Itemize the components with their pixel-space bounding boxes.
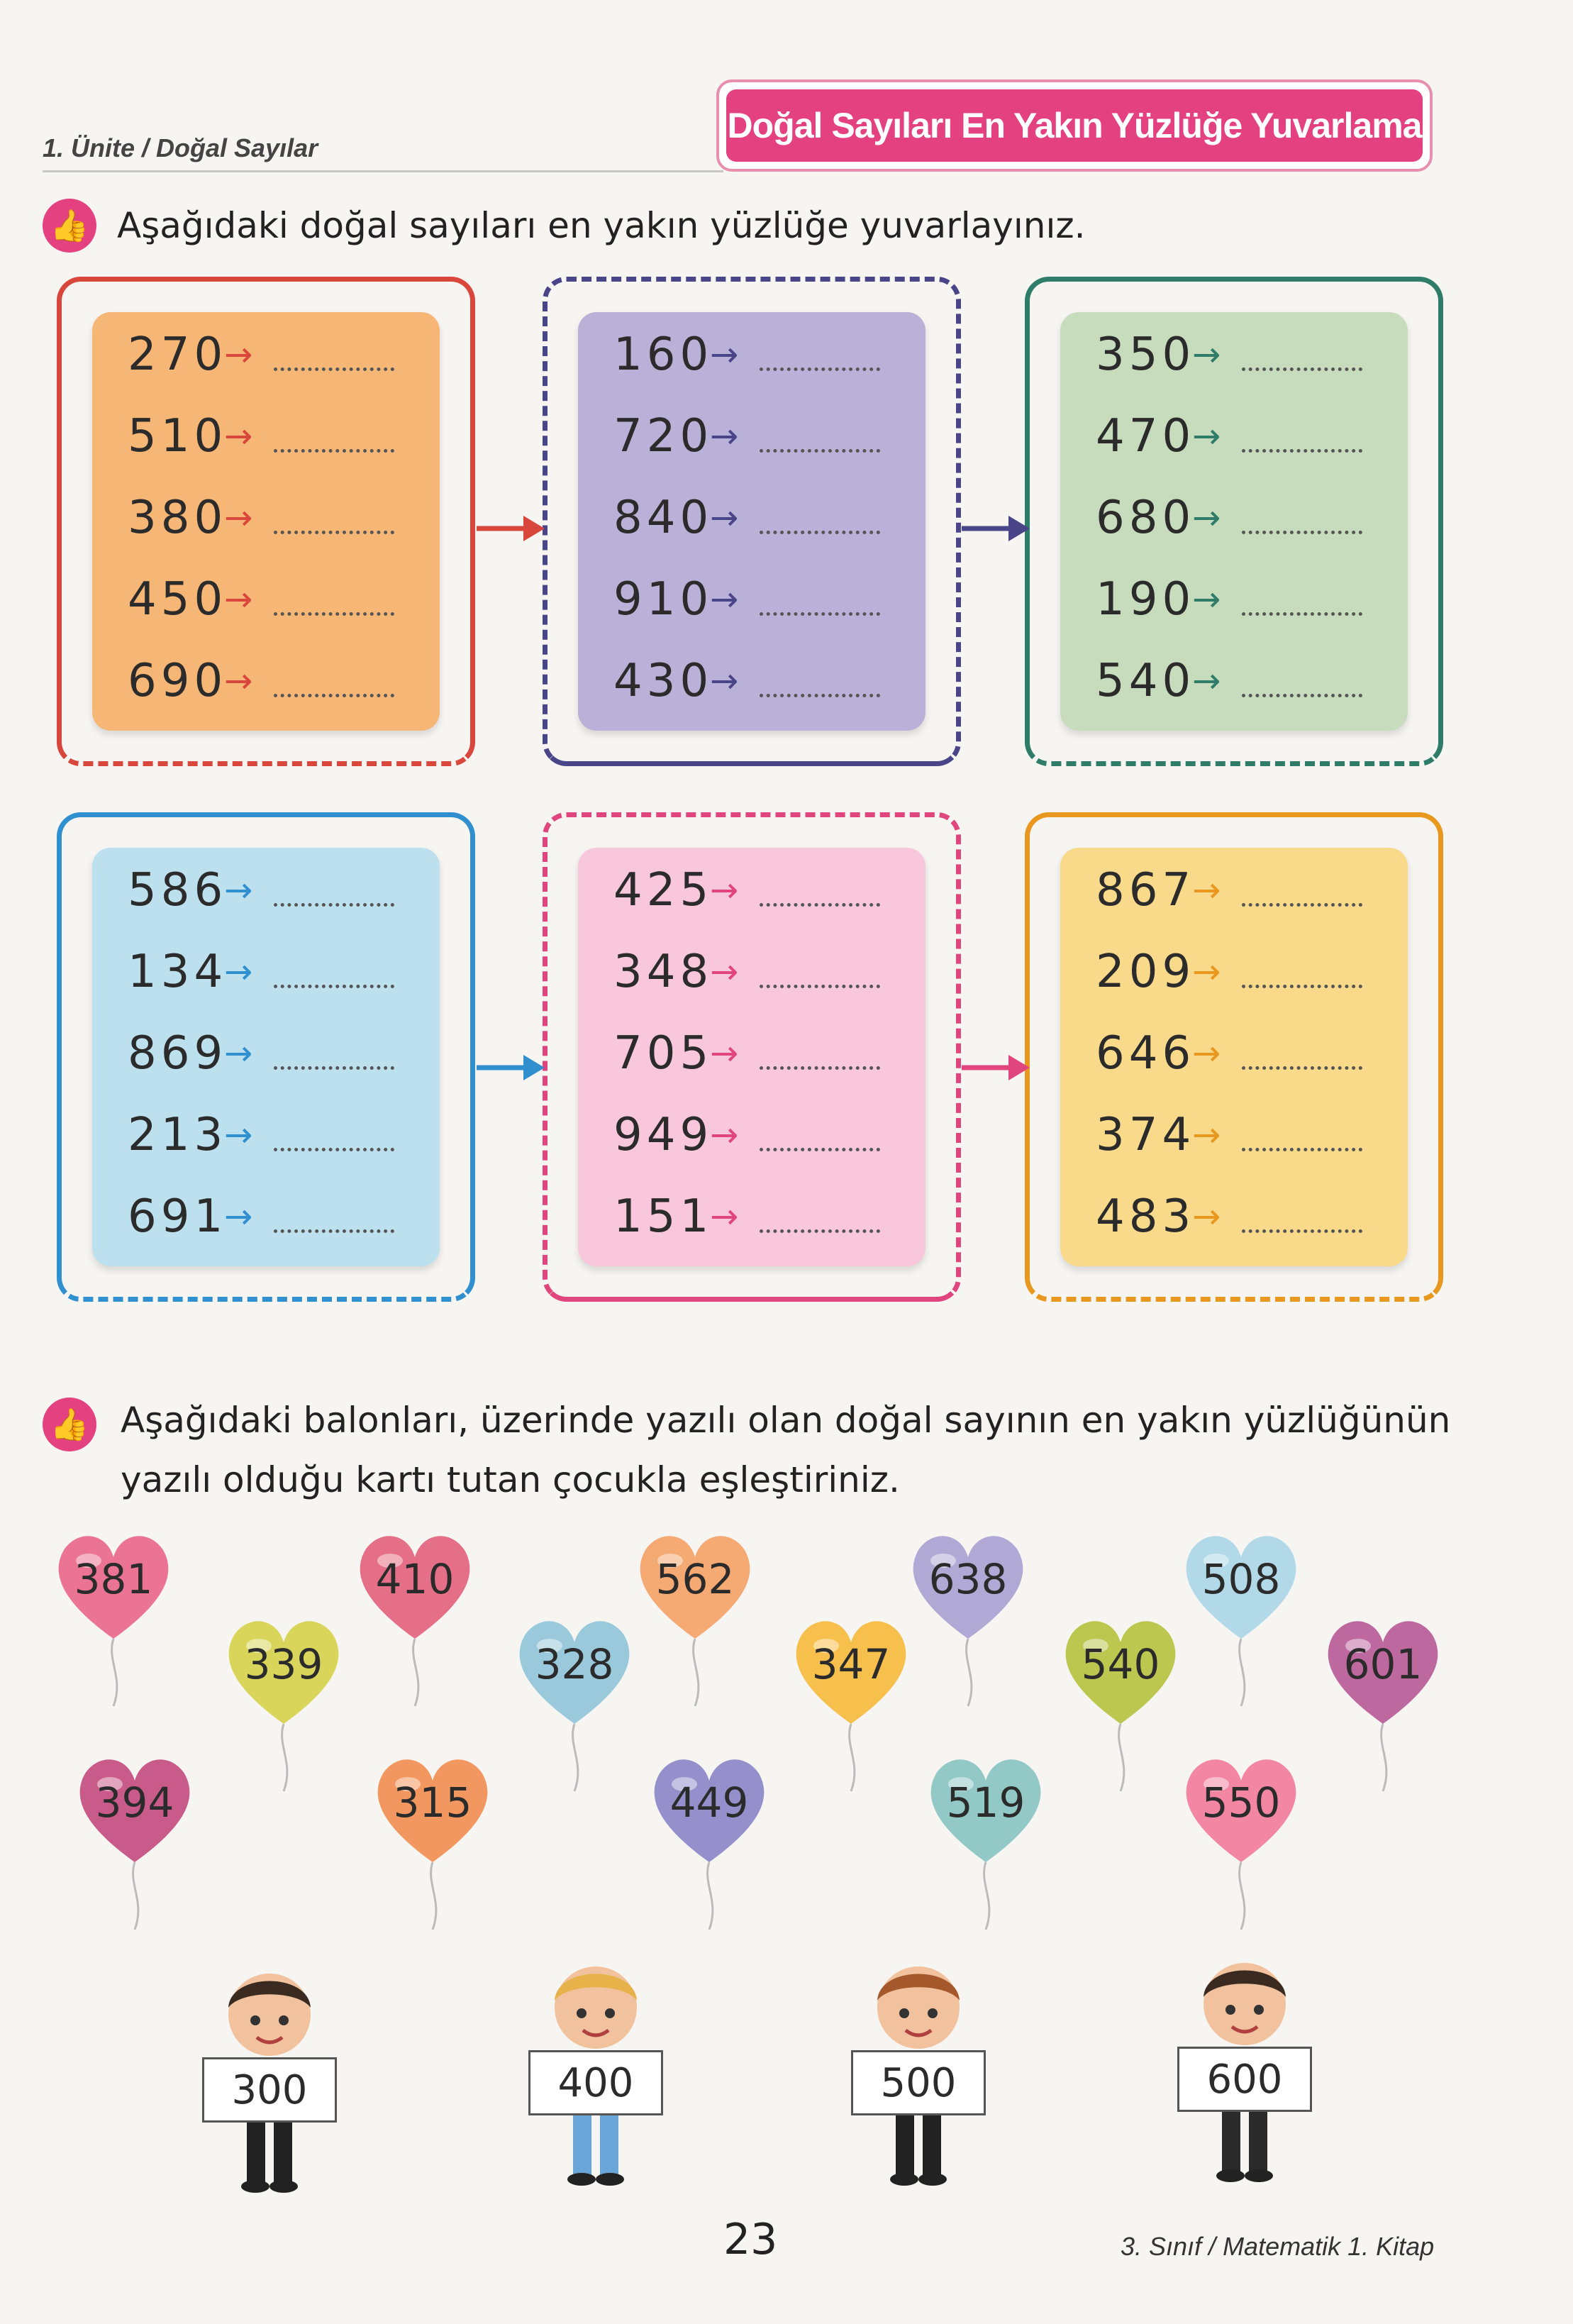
balloon-number: 381 [74,1555,153,1603]
rounding-row [128,1107,394,1163]
heart-balloon-icon [351,1525,479,1710]
answer-blank[interactable] [760,530,880,534]
rounding-row [1096,944,1362,1000]
balloon[interactable] [1177,1749,1305,1869]
number-to-round: 213 [128,1109,228,1161]
balloon[interactable] [220,1610,348,1731]
balloon[interactable] [351,1525,479,1646]
number-to-round: 470 [1096,410,1196,463]
number-to-round: 270 [128,328,228,381]
thumbs-up-icon: 👍 [43,199,96,253]
balloon[interactable] [787,1610,915,1731]
answer-blank[interactable] [274,1229,394,1233]
answer-blank[interactable] [1242,367,1362,371]
balloon[interactable] [904,1525,1032,1646]
balloon-number: 394 [95,1778,174,1827]
answer-blank[interactable] [274,448,394,453]
arrow-icon: → [224,1115,253,1155]
rounding-row [1096,862,1362,919]
heart-balloon-icon [369,1749,496,1933]
number-to-round: 450 [128,573,228,626]
connector-arrow-icon [962,1046,1033,1089]
number-to-round: 869 [128,1027,228,1080]
answer-blank[interactable] [760,1147,880,1151]
number-to-round: 705 [613,1027,713,1080]
thumbs-up-icon: 👍 [43,1398,96,1451]
number-to-round: 586 [128,864,228,917]
rounding-row [128,862,394,919]
answer-blank[interactable] [1242,1066,1362,1070]
balloon-number: 315 [393,1778,472,1827]
rounding-row [1096,653,1362,709]
number-to-round: 949 [613,1109,713,1161]
rounding-card [92,848,440,1266]
rounding-row [613,571,880,628]
connector-arrow-icon [477,1046,548,1089]
heart-balloon-icon [1319,1610,1447,1795]
number-to-round: 720 [613,410,713,463]
number-to-round: 209 [1096,946,1196,998]
heart-balloon-icon [787,1610,915,1795]
heart-balloon-icon [71,1749,199,1933]
question-2-line-2: yazılı olduğu kartı tutan çocukla eşleştiriniz. [121,1459,900,1500]
balloon-number: 562 [655,1555,735,1603]
balloon[interactable] [631,1525,759,1646]
heart-balloon-icon [220,1610,348,1795]
arrow-icon: → [224,416,253,456]
rounding-row [613,862,880,919]
number-to-round: 425 [613,864,713,917]
arrow-icon: → [710,1034,739,1073]
arrow-icon: → [1192,1115,1221,1155]
answer-blank[interactable] [274,693,394,697]
balloon[interactable] [1319,1610,1447,1731]
number-to-round: 540 [1096,655,1196,707]
answer-blank[interactable] [760,1229,880,1233]
number-to-round: 374 [1096,1109,1196,1161]
rounding-card [1060,848,1408,1266]
page-number: 23 [723,2215,778,2264]
heart-balloon-icon [631,1525,759,1710]
arrow-icon: → [224,335,253,375]
arrow-icon: → [1192,1034,1221,1073]
heart-balloon-icon [645,1749,773,1933]
arrow-icon: → [224,498,253,538]
heart-balloon-icon [1057,1610,1184,1795]
balloon-number: 540 [1081,1640,1160,1688]
number-to-round: 430 [613,655,713,707]
unit-label: 1. Ünite / Doğal Sayılar [43,133,318,162]
number-to-round: 348 [613,946,713,998]
balloon-number: 449 [669,1778,749,1827]
question-2-line-1: Aşağıdaki balonları, üzerinde yazılı olan doğal sayının en yakın yüzlüğünün [121,1400,1451,1441]
arrow-icon: → [1192,870,1221,910]
number-card[interactable]: 600 [1177,2047,1312,2112]
rounding-row [613,1107,880,1163]
answer-blank[interactable] [760,367,880,371]
answer-blank[interactable] [760,448,880,453]
arrow-icon: → [710,498,739,538]
balloon-number: 601 [1343,1640,1423,1688]
question-1-text: Aşağıdaki doğal sayıları en yakın yüzlüğe yuvarlayınız. [117,205,1086,246]
balloon-number: 410 [375,1555,455,1603]
arrow-icon: → [224,1197,253,1236]
answer-blank[interactable] [760,902,880,907]
answer-blank[interactable] [760,1066,880,1070]
rounding-row [1096,326,1362,383]
arrow-icon: → [224,1034,253,1073]
rounding-row [613,944,880,1000]
arrow-icon: → [710,870,739,910]
answer-blank[interactable] [1242,612,1362,616]
arrow-icon: → [710,661,739,701]
kid-figure [199,1958,340,2228]
answer-blank[interactable] [1242,693,1362,697]
title-box [716,79,1433,172]
answer-blank[interactable] [274,1147,394,1151]
arrow-icon: → [224,952,253,992]
rounding-card [578,312,926,731]
rounding-row [1096,571,1362,628]
arrow-icon: → [1192,416,1221,456]
rounding-card [92,312,440,731]
rounding-row [1096,1025,1362,1082]
answer-blank[interactable] [1242,984,1362,988]
arrow-icon: → [224,580,253,619]
rounding-row [1096,408,1362,465]
number-card[interactable]: 400 [528,2050,663,2115]
arrow-icon: → [710,580,739,619]
arrow-icon: → [1192,661,1221,701]
arrow-icon: → [1192,1197,1221,1236]
number-to-round: 350 [1096,328,1196,381]
rounding-row [1096,1107,1362,1163]
rounding-row [613,1025,880,1082]
number-to-round: 380 [128,492,228,544]
rounding-row [613,1188,880,1245]
arrow-icon: → [1192,580,1221,619]
arrow-icon: → [1192,952,1221,992]
heart-balloon-icon [1177,1525,1305,1710]
balloon[interactable] [71,1749,199,1869]
rounding-row [1096,489,1362,546]
heart-balloon-icon [904,1525,1032,1710]
rounding-card [578,848,926,1266]
balloon-number: 508 [1201,1555,1281,1603]
heart-balloon-icon [50,1525,177,1710]
answer-blank[interactable] [1242,902,1362,907]
rounding-card [1060,312,1408,731]
balloon[interactable] [369,1749,496,1869]
number-to-round: 646 [1096,1027,1196,1080]
balloon-number: 638 [928,1555,1008,1603]
number-to-round: 680 [1096,492,1196,544]
rounding-row [128,571,394,628]
arrow-icon: → [1192,498,1221,538]
answer-blank[interactable] [760,693,880,697]
arrow-icon: → [710,952,739,992]
balloon[interactable] [511,1610,638,1731]
balloon[interactable] [645,1749,773,1869]
rounding-row [128,1188,394,1245]
number-to-round: 510 [128,410,228,463]
rounding-row [128,944,394,1000]
heart-balloon-icon [1177,1749,1305,1933]
number-to-round: 151 [613,1190,713,1243]
connector-arrow-icon [477,507,548,550]
balloon-number: 519 [946,1778,1025,1827]
balloon-number: 550 [1201,1778,1281,1827]
connector-arrow-icon [962,507,1033,550]
answer-blank[interactable] [1242,448,1362,453]
rounding-row [1096,1188,1362,1245]
number-to-round: 134 [128,946,228,998]
number-to-round: 690 [128,655,228,707]
arrow-icon: → [224,870,253,910]
arrow-icon: → [224,661,253,701]
rounding-row [128,489,394,546]
number-card[interactable]: 300 [202,2057,337,2123]
number-to-round: 840 [613,492,713,544]
answer-blank[interactable] [760,612,880,616]
answer-blank[interactable] [1242,1147,1362,1151]
kid-figure [1174,1947,1316,2217]
balloon[interactable] [50,1525,177,1646]
kid-figure [525,1951,667,2220]
answer-blank[interactable] [274,367,394,371]
rounding-row [613,653,880,709]
answer-blank[interactable] [274,902,394,907]
arrow-icon: → [1192,335,1221,375]
page-title: Doğal Sayıları En Yakın Yüzlüğe Yuvarlama [726,89,1423,162]
number-to-round: 691 [128,1190,228,1243]
rounding-row [128,326,394,383]
arrow-icon: → [710,335,739,375]
number-to-round: 190 [1096,573,1196,626]
number-to-round: 160 [613,328,713,381]
kid-figure [847,1951,989,2220]
balloon[interactable] [1177,1525,1305,1646]
answer-blank[interactable] [274,530,394,534]
rounding-row [613,408,880,465]
heart-balloon-icon [511,1610,638,1795]
answer-blank[interactable] [1242,530,1362,534]
balloon[interactable] [1057,1610,1184,1731]
answer-blank[interactable] [274,1066,394,1070]
answer-blank[interactable] [1242,1229,1362,1233]
balloon-number: 339 [244,1640,323,1688]
number-to-round: 910 [613,573,713,626]
answer-blank[interactable] [274,984,394,988]
answer-blank[interactable] [760,984,880,988]
number-card[interactable]: 500 [851,2050,986,2115]
balloon-number: 347 [811,1640,891,1688]
arrow-icon: → [710,1115,739,1155]
rounding-row [128,408,394,465]
answer-blank[interactable] [274,612,394,616]
arrow-icon: → [710,1197,739,1236]
rounding-row [613,489,880,546]
rounding-row [613,326,880,383]
number-to-round: 483 [1096,1190,1196,1243]
balloon-number: 328 [535,1640,614,1688]
rounding-row [128,1025,394,1082]
number-to-round: 867 [1096,864,1196,917]
rounding-row [128,653,394,709]
heart-balloon-icon [922,1749,1050,1933]
arrow-icon: → [710,416,739,456]
header-divider [43,170,723,172]
balloon[interactable] [922,1749,1050,1869]
book-label: 3. Sınıf / Matematik 1. Kitap [1121,2232,1435,2261]
